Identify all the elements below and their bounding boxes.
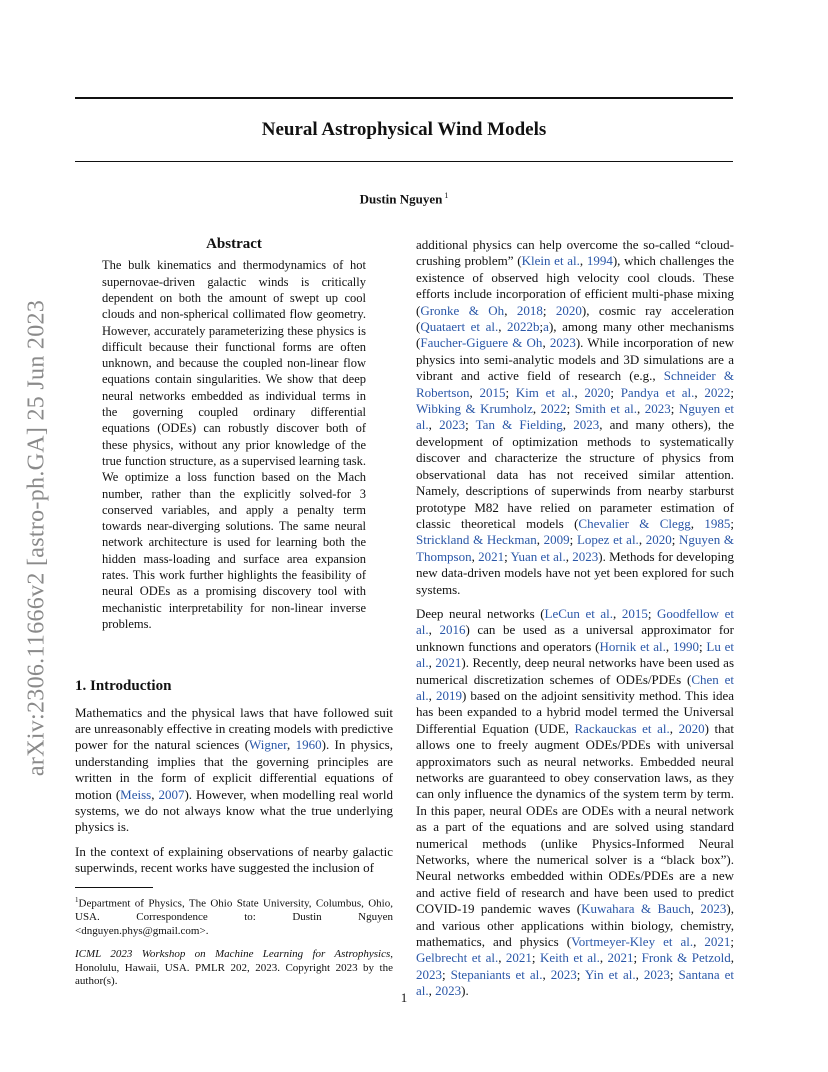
citation-link[interactable]: 2009 <box>543 532 570 548</box>
citation-link[interactable]: Keith et al. <box>540 950 600 966</box>
citation-link[interactable]: 2023 <box>700 901 727 917</box>
citation-link[interactable]: 2020 <box>678 720 705 736</box>
body-text: ; <box>576 966 585 982</box>
body-text: , <box>536 532 544 548</box>
body-text: , <box>532 401 541 417</box>
abstract-heading: Abstract <box>206 236 262 252</box>
citation-link[interactable]: Strickland & Heckman <box>416 532 537 548</box>
body-text: ; <box>670 401 679 417</box>
body-text: , <box>498 319 508 335</box>
body-text: , <box>574 384 585 400</box>
citation-link[interactable]: Fronk & Petzold <box>641 950 731 966</box>
title-rule-top <box>75 97 733 99</box>
body-text: ). In physics, understanding implies that the governing principles are written in the form of explicit differential equations of motion ( <box>75 737 393 802</box>
citation-link[interactable]: 2023 <box>549 335 576 351</box>
citation-link[interactable]: Yuan et al. <box>510 548 566 564</box>
citation-link[interactable]: 2016 <box>439 622 466 638</box>
affiliation-footnote <box>75 894 393 938</box>
citation-link[interactable]: 2023 <box>644 401 671 417</box>
venue-note <box>75 948 393 989</box>
author-line <box>75 191 733 207</box>
body-text: ) that allows one to freely augment ODEs/PDEs with universal approximators such as neural networks. Embedded neural networks are guaranteed to obey conservation laws, as they can only influence the dynamics of the system term by term. In this paper, neural ODEs are ODEs with a neural network as a part of the equations and are solved using standard numerical methods (unlike Physics-Informed Neural Networks, where the numerical solver is a “black box”). Neural networks embedded within ODEs/PDEs are a new and active field of research and have been used to predict COVID-19 pandemic waves ( <box>416 720 735 917</box>
body-text: , <box>579 253 587 269</box>
body-text: ; <box>730 934 734 950</box>
citation-link[interactable]: Faucher-Giguere & Oh <box>420 335 543 351</box>
citation-link[interactable]: Gronke & Oh <box>420 302 505 318</box>
venue-details: , Honolulu, Hawaii, USA. PMLR 202, 2023. Copyright 2023 by the author(s). <box>75 948 393 988</box>
citation-link[interactable]: Vortmeyer-Kley et al. <box>571 934 694 950</box>
body-text: , <box>636 401 645 417</box>
body-text: ; <box>531 950 540 966</box>
body-text: ; <box>647 605 657 621</box>
body-text: , and many others), the development of optimization methods to systematically discover and characterize the structure of physics from observational data has not received similar attention. Namely, descriptions of superwinds from nearby starburst prototype M82 have relied on parameter estimation of classic theoretical models ( <box>416 417 735 531</box>
citation-link[interactable]: Smith et al. <box>574 401 637 417</box>
citation-link[interactable]: Chevalier & Clegg <box>578 515 691 531</box>
body-text: ; <box>671 532 680 548</box>
body-text: ; <box>504 548 511 564</box>
footnote-rule <box>75 887 153 888</box>
citation-link[interactable]: Nguyen & Thompson <box>416 532 734 564</box>
body-text: , <box>599 950 608 966</box>
citation-link[interactable]: LeCun et al. <box>544 605 614 621</box>
body-text: , <box>428 983 436 999</box>
body-text: ; <box>505 384 516 400</box>
citation-link[interactable]: 2021 <box>704 934 731 950</box>
citation-link[interactable]: Pandya et al. <box>620 384 695 400</box>
citation-link[interactable]: 2022b <box>507 319 540 335</box>
citation-link[interactable]: Wigner <box>249 737 287 753</box>
right-paragraph-1 <box>416 237 734 598</box>
body-text: , <box>428 655 436 671</box>
body-text: ; <box>465 417 476 433</box>
citation-link[interactable]: 2019 <box>436 687 462 703</box>
citation-link[interactable]: Yin et al. <box>584 966 636 982</box>
body-text: Mathematics and the physical laws that have followed suit are unreasonably effective in creating models with predictive power for the natural sciences ( <box>75 704 393 753</box>
citation-link[interactable]: Tan & Fielding <box>475 417 563 433</box>
arxiv-sidebar <box>20 262 54 814</box>
citation-link[interactable]: Kim et al. <box>515 384 575 400</box>
body-text: , <box>730 950 734 966</box>
body-text: , <box>542 335 550 351</box>
body-text: , <box>690 515 705 531</box>
citation-link[interactable]: 2021 <box>607 950 634 966</box>
citation-link[interactable]: 1985 <box>704 515 731 531</box>
citation-link[interactable]: 2018 <box>516 302 543 318</box>
citation-link[interactable]: 2021 <box>505 950 532 966</box>
citation-link[interactable]: 2015 <box>621 605 648 621</box>
body-text: , <box>504 302 517 318</box>
body-text: ). Methods for developing new data-driven models have not yet been explored for such systems. <box>416 548 735 597</box>
body-text: ; <box>566 401 575 417</box>
body-text: , <box>542 966 551 982</box>
citation-link[interactable]: Stepaniants et al. <box>450 966 543 982</box>
citation-link[interactable]: a <box>543 319 549 335</box>
citation-link[interactable]: Santana et al. <box>416 966 734 999</box>
title-rule-bottom <box>75 161 733 162</box>
body-text: , <box>428 687 436 703</box>
citation-link[interactable]: 2020 <box>555 302 582 318</box>
body-text: , <box>469 384 480 400</box>
intro-paragraph-2 <box>75 844 393 877</box>
body-text: , <box>669 720 679 736</box>
body-text: ) can be used as a universal approximator for unknown functions and operators ( <box>416 622 734 654</box>
body-text: , <box>428 622 440 638</box>
citation-link[interactable]: Goodfellow et al. <box>416 605 734 638</box>
body-text: , <box>665 638 673 654</box>
citation-link[interactable]: 1994 <box>586 253 613 269</box>
citation-link[interactable]: Lu et al. <box>416 638 735 671</box>
body-text: , <box>151 786 159 802</box>
body-text: , <box>635 966 644 982</box>
citation-link[interactable]: Chen et al. <box>416 671 734 703</box>
citation-link[interactable]: 2022 <box>704 384 731 400</box>
citation-link[interactable]: Kuwahara & Bauch <box>581 901 691 917</box>
body-text: ; <box>698 638 707 654</box>
body-text: ) based on the adjoint sensitivity method. This idea has been expanded to a hybrid model termed the Universal Differential Equation (UDE, <box>416 687 734 736</box>
body-text: , <box>693 934 705 950</box>
body-text: Deep neural networks ( <box>416 605 545 621</box>
body-text: ). However, when modelling real world systems, we do not always know what the true underlying physics is. <box>75 786 394 835</box>
citation-link[interactable]: 2020 <box>645 532 672 548</box>
body-text: ; <box>610 384 621 400</box>
body-text: ), and various other applications within biology, chemistry, mathematics, and physics ( <box>416 901 734 950</box>
citation-link[interactable]: 2023 <box>416 966 442 982</box>
body-text: ). <box>461 983 469 999</box>
left-column <box>75 236 393 989</box>
citation-link[interactable]: 1960 <box>295 737 322 753</box>
body-text: ; <box>730 384 735 400</box>
body-text: ; <box>442 966 451 982</box>
citation-link[interactable]: 2015 <box>479 384 506 400</box>
body-text: ; <box>569 532 577 548</box>
citation-link[interactable]: 2007 <box>158 786 185 802</box>
body-text: ). While incorporation of new physics into semi-analytic models and 3D simulations are a vibrant and active field of research (e.g., <box>416 335 735 384</box>
venue-name: ICML 2023 Workshop on Machine Learning for Astrophysics <box>75 948 391 961</box>
arxiv-stamp: arXiv:2306.11666v2 [astro-ph.GA] 25 Jun 2023 <box>23 299 50 777</box>
body-text: , <box>428 417 440 433</box>
citation-link[interactable]: 2023 <box>643 966 670 982</box>
body-text: , <box>565 548 573 564</box>
citation-link[interactable]: Lopez et al. <box>576 532 639 548</box>
citation-link[interactable]: Wibking & Krumholz <box>416 401 533 417</box>
body-text: In the context of explaining observations of nearby galactic superwinds, recent works have suggested the inclusion of <box>75 843 393 876</box>
citation-link[interactable]: Klein et al. <box>521 253 580 269</box>
body-text: ; <box>542 302 556 318</box>
paper-title: Neural Astrophysical Wind Models <box>261 119 547 140</box>
body-text: , <box>638 532 646 548</box>
citation-link[interactable]: 2022 <box>540 401 567 417</box>
body-text: ; <box>669 966 679 982</box>
author-affiliation-mark: 1 <box>444 191 449 200</box>
citation-link[interactable]: 2023 <box>439 417 466 433</box>
body-text: , <box>562 417 574 433</box>
citation-link[interactable]: 2020 <box>584 384 611 400</box>
right-column <box>416 237 734 1008</box>
citation-link[interactable]: 2023 <box>550 966 577 982</box>
body-text: ; <box>633 950 642 966</box>
body-text: ), which challenges the existence of observed high velocity cool clouds. These efforts include incorporation of efficient multi-phase mixing ( <box>416 253 735 318</box>
citation-link[interactable]: Rackauckas et al. <box>574 720 670 736</box>
body-text: ; <box>730 515 735 531</box>
intro-paragraph-1 <box>75 705 393 836</box>
body-text: ), cosmic ray acceleration ( <box>416 302 734 335</box>
citation-link[interactable]: 1990 <box>672 638 699 654</box>
citation-link[interactable]: Nguyen et al. <box>416 401 735 433</box>
footnote-text: Department of Physics, The Ohio State University, Columbus, Ohio, USA. Correspondence to: Dustin Nguyen <dnguyen.phys@gmail.com>. <box>75 897 393 937</box>
body-text: additional physics can help overcome the so-called “cloud-crushing problem” ( <box>416 237 734 269</box>
body-text: , <box>287 737 296 753</box>
footnote-mark: 1 <box>75 895 79 904</box>
citation-link[interactable]: 2023 <box>573 417 600 433</box>
citation-link[interactable]: 2021 <box>435 655 462 671</box>
citation-link[interactable]: 2023 <box>435 983 462 999</box>
introduction-heading: 1. Introduction <box>75 678 172 695</box>
body-text: ; <box>539 319 544 335</box>
citation-link[interactable]: Meiss <box>120 786 152 802</box>
citation-link[interactable]: Quataert et al. <box>420 319 499 335</box>
citation-link[interactable]: 2021 <box>478 548 505 564</box>
body-text: , <box>613 605 622 621</box>
body-text: , <box>471 548 479 564</box>
body-text: , <box>690 901 701 917</box>
abstract-text: The bulk kinematics and thermodynamics of hot supernovae-driven galactic winds is critically dependent on both the amount of swept up cool clouds and non-spherical collimated flow geometry. However, accurately parameterizing these physics is difficult because their functional forms are often unknown, and because the coupled non-linear flow equations contain singularities. We show that deep neural networks embedded as individual terms in the governing coupled ordinary differential equations (ODEs) can robustly discover both of these physics, without any prior knowledge of the true function structure, as a supervised learning task. We optimize a loss function based on the Mach number, rather than the explicitly solved-for 3 conserved variables, and apply a penalty term towards near-diverging solutions. The same neural network architecture is used for learning both the hidden mass-loading and surface area expansion rates. This work further highlights the feasibility of neural ODEs as a promising discovery tool with mechanistic interpretability for non-linear inverse problems. <box>102 258 366 631</box>
body-text: , <box>498 950 506 966</box>
body-text: , <box>694 384 705 400</box>
author-name: Dustin Nguyen <box>359 191 443 207</box>
citation-link[interactable]: Hornik et al. <box>599 638 666 654</box>
right-paragraph-2 <box>416 606 734 1000</box>
body-text: ), among many other mechanisms ( <box>416 319 735 351</box>
citation-link[interactable]: Gelbrecht et al. <box>416 950 499 966</box>
body-text: ). Recently, deep neural networks have been used as numerical discretization schemes of ODEs/PDEs ( <box>416 655 734 687</box>
page-number: 1 <box>400 990 408 1005</box>
citation-link[interactable]: Schneider & Robertson <box>416 368 734 400</box>
citation-link[interactable]: 2023 <box>572 548 599 564</box>
